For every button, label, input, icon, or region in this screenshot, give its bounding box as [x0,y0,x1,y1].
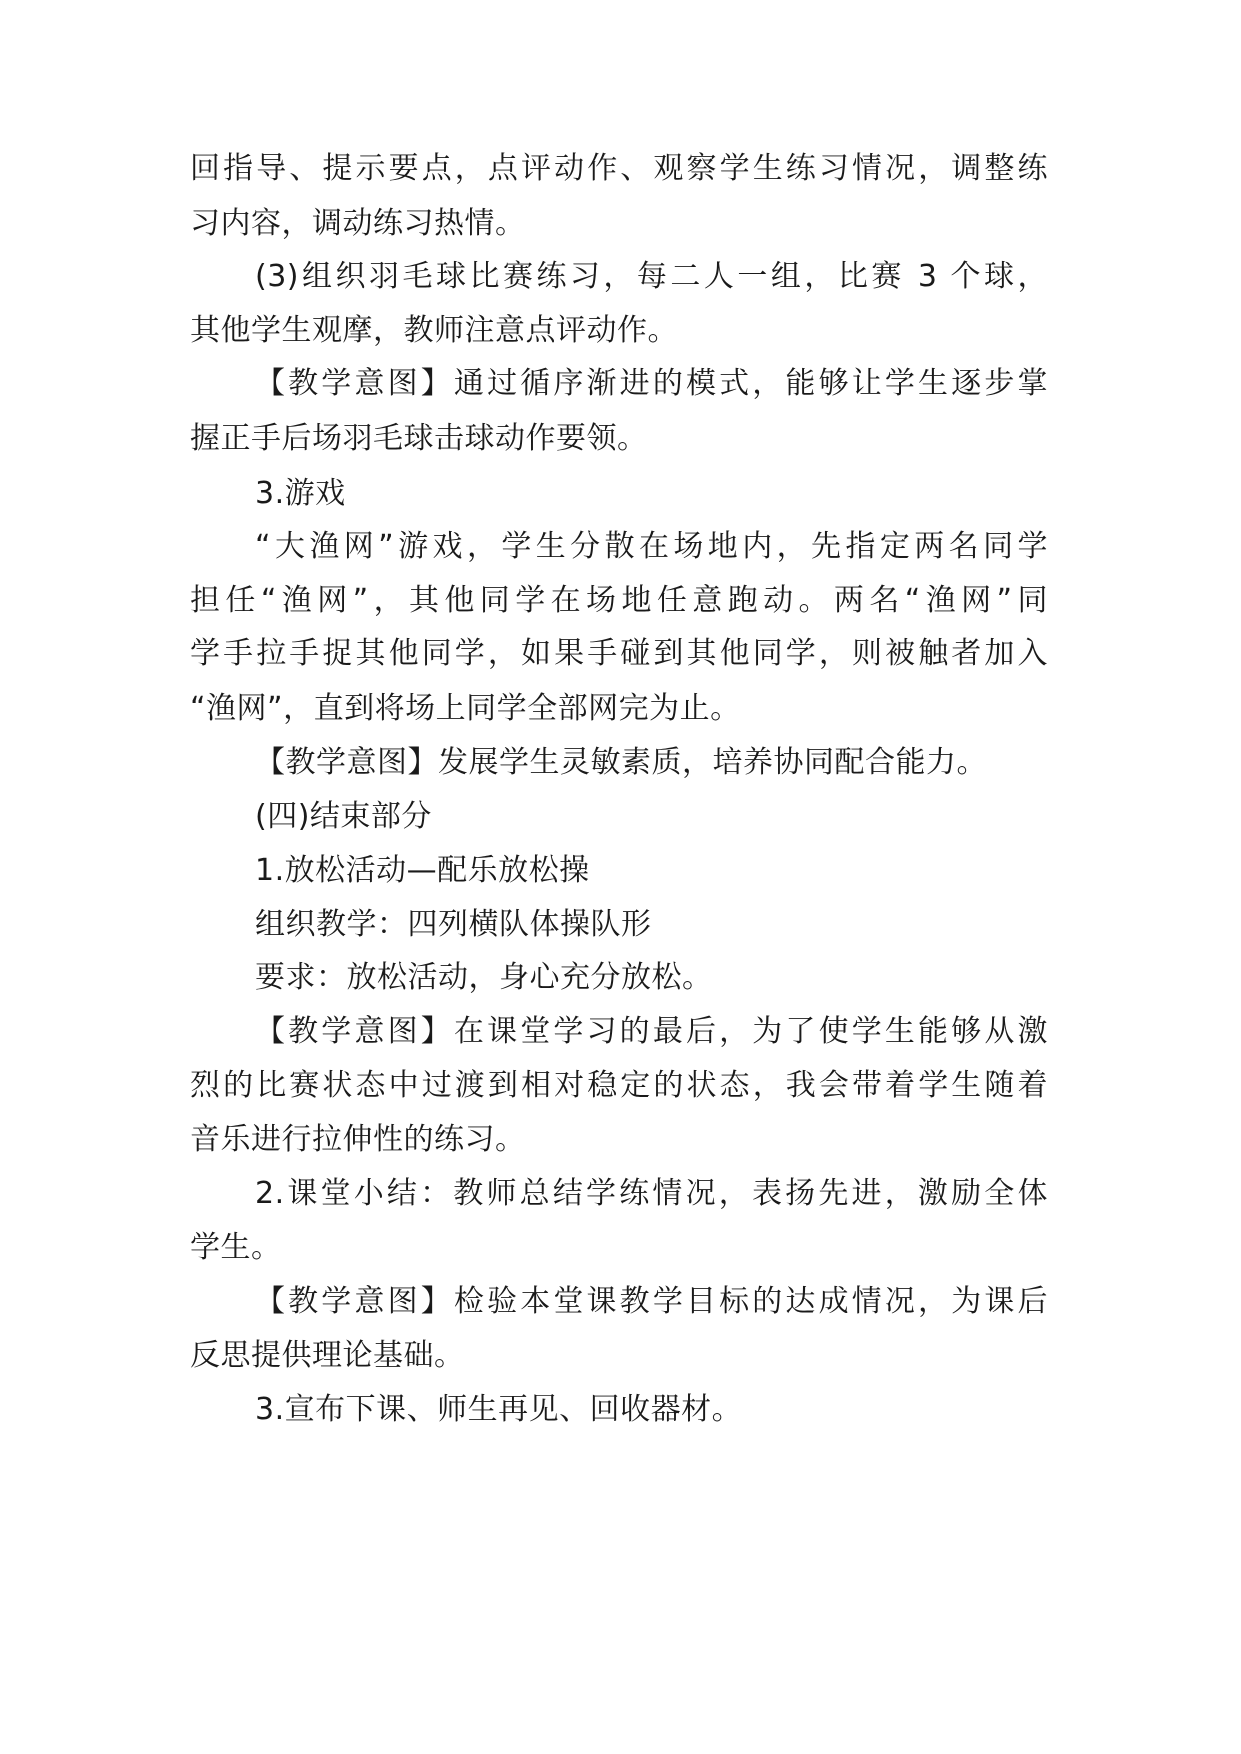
text-line: 反思提供理论基础。 [190,1338,465,1373]
text-line: 2.课堂小结：教师总结学练情况，表扬先进，激励全体 [255,1176,1048,1211]
text-line: 学生。 [190,1230,282,1265]
text-line: 学手拉手捉其他同学，如果手碰到其他同学，则被触者加入 [190,636,1048,671]
text-line: 担任“渔网”，其他同学在场地任意跑动。两名“渔网”同 [190,583,1048,618]
text-line: 音乐进行拉伸性的练习。 [190,1122,526,1157]
text-line: 组织教学：四列横队体操队形 [255,907,652,942]
text-line: 3.宣布下课、师生再见、回收器材。 [255,1392,743,1427]
text-line: 【教学意图】发展学生灵敏素质，培养协同配合能力。 [255,745,987,780]
text-line: 烈的比赛状态中过渡到相对稳定的状态，我会带着学生随着 [190,1068,1048,1103]
section-heading: 3.游戏 [255,476,346,511]
text-line: 要求：放松活动，身心充分放松。 [255,960,713,995]
section-heading: 1.放松活动—配乐放松操 [255,853,590,888]
text-line: 【教学意图】检验本堂课教学目标的达成情况，为课后 [255,1284,1048,1319]
section-heading: (四)结束部分 [255,799,432,834]
text-line: 其他学生观摩，教师注意点评动作。 [190,313,678,348]
text-line: 【教学意图】在课堂学习的最后，为了使学生能够从激 [255,1014,1048,1049]
text-line: (3)组织羽毛球比赛练习，每二人一组，比赛 3 个球， [255,259,1048,294]
text-line: 习内容，调动练习热情。 [190,206,526,241]
text-line: 【教学意图】通过循序渐进的模式，能够让学生逐步掌 [255,366,1048,401]
text-line: “大渔网”游戏，学生分散在场地内，先指定两名同学 [255,529,1048,564]
text-line: 回指导、提示要点，点评动作、观察学生练习情况，调整练 [190,151,1048,186]
text-line: 握正手后场羽毛球击球动作要领。 [190,421,648,456]
text-line: “渔网”，直到将场上同学全部网完为止。 [190,691,741,726]
